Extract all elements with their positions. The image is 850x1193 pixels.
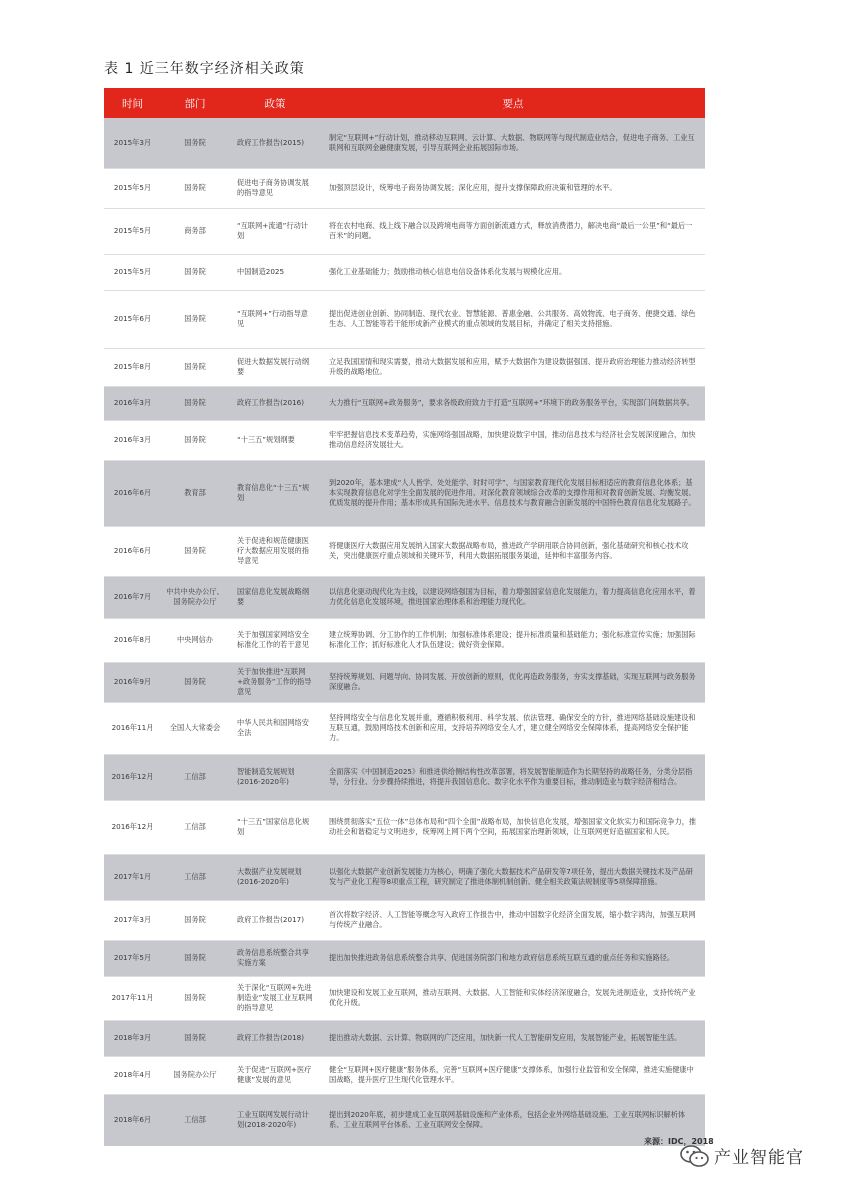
- source-note: 来源：IDC，2018: [644, 1137, 714, 1146]
- cell-time: 2016年12月: [111, 821, 154, 831]
- table-row: [104, 900, 705, 940]
- column-header-department: 部门: [184, 97, 206, 110]
- cell-key-points: 坚持统筹规划、问题导向、协同发展、开放创新的原则，优化再造政务服务，夯实支撑基础，实现互联网与政务服务深度融合。: [329, 671, 696, 691]
- cell-policy: 促进大数据发展行动纲要: [237, 356, 309, 376]
- cell-time: 2015年3月: [113, 137, 152, 147]
- table-row: [104, 702, 705, 754]
- table-row: [104, 576, 705, 618]
- cell-key-points: 提出加快推进政务信息系统整合共享、促进国务院部门和地方政府信息系统互联互通的重点任务和实施路径。: [329, 952, 675, 962]
- cell-policy: 政府工作报告(2018): [237, 1032, 305, 1042]
- cell-time: 2016年6月: [113, 487, 152, 497]
- cell-policy: “互联网+”行动指导意见: [237, 308, 308, 328]
- cell-department: 国务院: [184, 545, 206, 555]
- cell-policy: 国家信息化发展战略纲要: [237, 586, 309, 606]
- cell-key-points: 牢牢把握信息技术变革趋势，实施网络强国战略，加快建设数字中国，推动信息技术与经济社会发展深度融合，加快推动信息经济发展壮大。: [329, 429, 696, 449]
- cell-time: 2016年7月: [113, 591, 152, 601]
- cell-policy: 中国制造2025: [237, 266, 285, 276]
- cell-policy: 智能制造发展规划(2016-2020年): [237, 766, 295, 786]
- table-header-row: [104, 88, 705, 118]
- cell-time: 2016年11月: [111, 722, 154, 732]
- cell-department: 教育部: [184, 487, 206, 497]
- cell-time: 2015年6月: [113, 313, 152, 323]
- wechat-icon: [680, 1144, 710, 1168]
- cell-department: 国务院: [184, 397, 206, 407]
- column-header-time: 时间: [122, 97, 143, 110]
- table-row: [104, 420, 705, 460]
- cell-department: 中央网信办: [177, 634, 213, 644]
- table-row: [104, 168, 705, 208]
- cell-time: 2015年5月: [113, 182, 152, 192]
- cell-department: 国务院: [184, 266, 206, 276]
- cell-department: 国务院: [184, 137, 206, 147]
- cell-policy: 关于加强国家网络安全标准化工作的若干意见: [237, 629, 309, 649]
- cell-policy: “互联网+流通”行动计划: [237, 220, 308, 240]
- cell-policy: 关于深化“互联网+先进制造业”发展工业互联网的指导意见: [237, 982, 313, 1013]
- policy-table: [104, 88, 705, 1146]
- cell-time: 2016年3月: [113, 397, 152, 407]
- cell-time: 2015年5月: [113, 266, 152, 276]
- cell-key-points: 提出到2020年底，初步建成工业互联网基础设施和产业体系，包括企业外网络基础设施、工业互联网标识解析体系、工业互联网平台体系、工业互联网安全保障。: [329, 1110, 686, 1130]
- cell-policy: 关于加快推进“互联网+政务服务”工作的指导意见: [237, 666, 312, 697]
- table-row: [104, 854, 705, 900]
- cell-time: 2016年9月: [113, 676, 152, 686]
- cell-time: 2018年4月: [113, 1069, 152, 1079]
- cell-time: 2015年8月: [113, 361, 152, 371]
- table-row: [104, 618, 705, 662]
- cell-department: 国务院: [184, 313, 206, 323]
- cell-time: 2017年3月: [113, 914, 152, 924]
- cell-policy: 促进电子商务协调发展的指导意见: [237, 177, 309, 197]
- cell-policy: 政府工作报告(2015): [237, 137, 305, 147]
- cell-policy: 工业互联网发展行动计划(2018-2020年): [237, 1110, 309, 1130]
- cell-department: 商务部: [184, 225, 206, 235]
- cell-department: 国务院: [184, 434, 206, 444]
- cell-key-points: 坚持网络安全与信息化发展并重，遵循积极利用、科学发展、依法管理、确保安全的方针，推进网络基础设施建设和互联互通，鼓励网络技术创新和应用，支持培养网络安全人才，建立健全网络安全保障体系，提高网络安全保护能力。: [329, 712, 696, 743]
- cell-key-points: 提出促进创业创新、协同制造、现代农业、智慧能源、普惠金融、公共服务、高效物流、电子商务、便捷交通、绿色生态、人工智能等若干能形成新产业模式的重点领域的发展目标，并确定了相关支持措施。: [329, 308, 696, 328]
- table-row: [104, 460, 705, 526]
- cell-key-points: 加强顶层设计，统筹电子商务协调发展；深化应用，提升支撑保障政府决策和管理的水平。: [329, 182, 617, 192]
- cell-policy: “十三五”国家信息化规划: [237, 816, 310, 836]
- cell-time: 2016年6月: [113, 545, 152, 555]
- cell-policy: “十三五”规划纲要: [237, 434, 295, 444]
- table-row: [104, 254, 705, 290]
- table-title: 表 1 近三年数字经济相关政策: [104, 61, 305, 77]
- cell-department: 国务院: [184, 1032, 206, 1042]
- cell-key-points: 到2020年，基本建成“人人皆学、处处能学、时时可学”、与国家教育现代化发展目标相适应的教育信息化体系；基本实现教育信息化对学生全面发展的促进作用、对深化教育领域综合改革的支撑作用和对教育创新发展、均衡发展、优质发展的提升作用；基本形成具有国际先进水平、信息技术与教育融合创新发展的中国特色教育信息化发展路子。: [329, 477, 696, 508]
- cell-department: 工信部: [184, 1115, 206, 1125]
- table-row: [104, 118, 705, 168]
- cell-department: 国务院: [184, 992, 206, 1002]
- cell-department: 国务院: [184, 361, 206, 371]
- cell-time: 2016年8月: [113, 634, 152, 644]
- cell-time: 2017年11月: [111, 992, 154, 1002]
- cell-department: 国务院办公厅: [173, 1069, 217, 1079]
- table-row: [104, 1094, 705, 1146]
- cell-time: 2018年3月: [113, 1032, 152, 1042]
- cell-time: 2017年1月: [113, 871, 152, 881]
- cell-key-points: 加快建设和发展工业互联网，推动互联网、大数据、人工智能和实体经济深度融合，发展先进制造业，支持传统产业优化升级。: [329, 987, 696, 1007]
- cell-department: 国务院: [184, 676, 206, 686]
- table-row: [104, 1056, 705, 1094]
- cell-key-points: 以信息化驱动现代化为主线，以建设网络强国为目标，着力增强国家信息化发展能力，着力提高信息化应用水平，着力优化信息化发展环境，推进国家治理体系和治理能力现代化。: [329, 586, 696, 606]
- cell-key-points: 大力推行“互联网+政务服务”，要求各级政府致力于打造“互联网+”环境下的政务服务平台，实现部门间数据共享。: [329, 397, 694, 407]
- watermark-logo: [680, 1143, 804, 1168]
- cell-key-points: 建立统筹协调、分工协作的工作机制；加强标准体系建设；提升标准质量和基础能力；强化标准宣传实施；加强国际标准化工作；抓好标准化人才队伍建设；做好资金保障。: [329, 629, 696, 649]
- cell-key-points: 首次将数字经济、人工智能等概念写入政府工作报告中，推动中国数字化经济全面发展，缩小数字鸿沟，加强互联网与传统产业融合。: [329, 909, 696, 929]
- cell-time: 2015年5月: [113, 225, 152, 235]
- table-row: [104, 526, 705, 576]
- cell-policy: 教育信息化“十三五”规划: [237, 482, 310, 502]
- table-row: [104, 208, 705, 254]
- table-row: [104, 348, 705, 386]
- cell-department: 全国人大常委会: [169, 722, 221, 732]
- cell-key-points: 制定“互联网+”行动计划，推动移动互联网、云计算、大数据、物联网等与现代制造业结合，促进电子商务、工业互联网和互联网金融健康发展，引导互联网企业拓展国际市场。: [329, 132, 695, 152]
- cell-key-points: 全面落实《中国制造2025》和推进供给侧结构性改革部署，将发展智能制造作为长期坚持的战略任务，分类分层指导，分行业、分步骤持续推进，将提升我国信息化、数字化水平作为重要目标，推动制造业与数字经济相结合。: [329, 766, 693, 786]
- cell-department: 国务院: [184, 952, 206, 962]
- table-row: [104, 290, 705, 348]
- table-row: [104, 800, 705, 854]
- table-row: [104, 662, 705, 702]
- cell-key-points: 提出推动大数据、云计算、物联网的广泛应用，加快新一代人工智能研发应用，发展智能产业，拓展智能生活。: [329, 1032, 682, 1042]
- cell-time: 2016年3月: [113, 434, 152, 444]
- cell-key-points: 将在农村电商、线上线下融合以及跨境电商等方面创新流通方式，释放消费潜力，解决电商“最后一公里”和“最后一百米”的问题。: [329, 220, 693, 240]
- cell-department: 工信部: [184, 871, 206, 881]
- cell-policy: 大数据产业发展规划(2016-2020年): [237, 866, 302, 886]
- cell-policy: 政府工作报告(2017): [237, 914, 305, 924]
- table-row: [104, 1020, 705, 1056]
- table-row: [104, 754, 705, 800]
- column-header-key-points: 要点: [502, 97, 524, 110]
- table-body: [104, 118, 705, 1146]
- cell-department: 工信部: [184, 821, 206, 831]
- cell-department: 中共中央办公厅、国务院办公厅: [166, 586, 224, 606]
- watermark-text: 产业智能官: [714, 1148, 804, 1168]
- cell-key-points: 健全“互联网+医疗健康”服务体系，完善“互联网+医疗健康”支撑体系，加强行业监管和安全保障，推进实施健康中国战略，提升医疗卫生现代化管理水平。: [329, 1064, 694, 1084]
- cell-time: 2016年12月: [111, 771, 154, 781]
- table-row: [104, 386, 705, 420]
- cell-time: 2018年6月: [113, 1115, 152, 1125]
- cell-key-points: 强化工业基础能力；鼓励推动核心信息电信设备体系化发展与规模化应用。: [329, 266, 567, 276]
- cell-policy: 政务信息系统整合共享实施方案: [237, 947, 309, 967]
- table-row: [104, 976, 705, 1020]
- column-header-policy: 政策: [264, 97, 286, 110]
- cell-time: 2017年5月: [113, 952, 152, 962]
- cell-policy: 关于促进“互联网+医疗健康”发展的意见: [237, 1064, 312, 1084]
- cell-department: 国务院: [184, 914, 206, 924]
- cell-policy: 政府工作报告(2016): [237, 397, 305, 407]
- cell-department: 工信部: [184, 771, 206, 781]
- cell-key-points: 将健康医疗大数据应用发展纳入国家大数据战略布局，推进政产学研用联合协同创新，强化基础研究和核心技术攻关，突出健康医疗重点领域和关键环节，利用大数据拓展服务渠道，延伸和丰富服务内容。: [329, 540, 689, 560]
- table-row: [104, 940, 705, 976]
- cell-department: 国务院: [184, 182, 206, 192]
- cell-key-points: 围绕贯彻落实“五位一体”总体布局和“四个全面”战略布局，加快信息化发展，增强国家文化软实力和国际竞争力，推动社会和谐稳定与文明进步，统筹网上网下两个空间，拓展国家治理新领域，让互联网更好造福国家和人民。: [329, 816, 697, 836]
- cell-key-points: 以强化大数据产业创新发展能力为核心，明确了强化大数据技术产品研发等7项任务，提出大数据关键技术及产品研发与产业化工程等8项重点工程，研究制定了推进体制机制创新、健全相关政策法规制度等5项保障措施。: [329, 866, 693, 886]
- cell-key-points: 立足我国国情和现实需要，推动大数据发展和应用，赋予大数据作为建设数据强国、提升政府治理能力推动经济转型升级的战略地位。: [329, 356, 696, 376]
- cell-policy: 关于促进和规范健康医疗大数据应用发展的指导意见: [237, 535, 309, 566]
- cell-policy: 中华人民共和国网络安全法: [237, 717, 309, 737]
